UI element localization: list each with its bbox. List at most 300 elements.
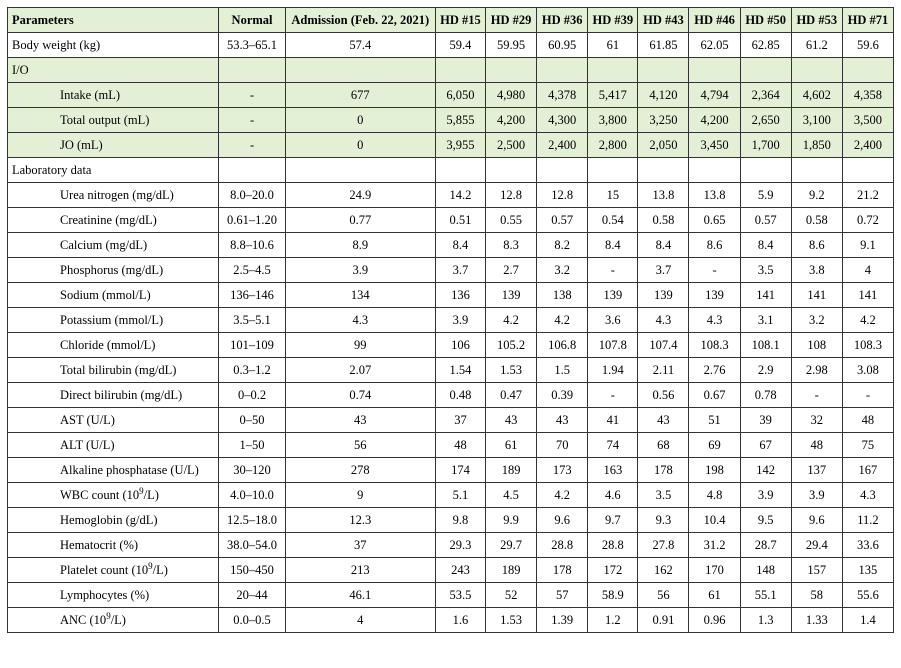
- table-cell: 4,200: [486, 108, 537, 133]
- table-cell: [588, 58, 638, 83]
- table-cell: 9.1: [842, 233, 893, 258]
- table-cell: 58.9: [588, 583, 638, 608]
- table-row: [8, 233, 894, 258]
- table-cell: 9.2: [791, 183, 842, 208]
- table-cell: 4.5: [486, 483, 537, 508]
- table-cell: 30–120: [219, 458, 285, 483]
- table-cell: -: [689, 258, 740, 283]
- table-cell: 106: [435, 333, 485, 358]
- table-cell: 4,980: [486, 83, 537, 108]
- row-label: Phosphorus (mg/dL): [8, 258, 219, 283]
- table-cell: 48: [842, 408, 893, 433]
- table-cell: 3.7: [435, 258, 485, 283]
- table-cell: -: [588, 258, 638, 283]
- table-cell: 108.1: [740, 333, 791, 358]
- table-cell: 4.0–10.0: [219, 483, 285, 508]
- row-label: WBC count $(10^9/L)$: [8, 483, 219, 508]
- table-cell: 4,358: [842, 83, 893, 108]
- table-cell: 0.91: [638, 608, 689, 633]
- row-label: Creatinine (mg/dL): [8, 208, 219, 233]
- table-cell: 0.65: [689, 208, 740, 233]
- table-cell: 2,400: [842, 133, 893, 158]
- table-cell: 3,955: [435, 133, 485, 158]
- table-cell: 1.5: [537, 358, 588, 383]
- table-cell: 278: [285, 458, 435, 483]
- table-cell: 162: [638, 558, 689, 583]
- table-cell: 9: [285, 483, 435, 508]
- table-cell: 9.6: [537, 508, 588, 533]
- table-cell: 4,378: [537, 83, 588, 108]
- table-cell: 0.78: [740, 383, 791, 408]
- table-cell: 5,855: [435, 108, 485, 133]
- table-cell: 21.2: [842, 183, 893, 208]
- table-cell: 10.4: [689, 508, 740, 533]
- table-cell: 170: [689, 558, 740, 583]
- table-cell: 12.8: [537, 183, 588, 208]
- table-cell: 37: [435, 408, 485, 433]
- table-cell: [219, 58, 285, 83]
- table-cell: 3,100: [791, 108, 842, 133]
- table-cell: 3.7: [638, 258, 689, 283]
- table-cell: 4,300: [537, 108, 588, 133]
- table-cell: 13.8: [638, 183, 689, 208]
- table-cell: 57: [537, 583, 588, 608]
- table-row: [8, 258, 894, 283]
- table-cell: 0.54: [588, 208, 638, 233]
- table-cell: 4.3: [842, 483, 893, 508]
- table-cell: 9.7: [588, 508, 638, 533]
- table-cell: 9.8: [435, 508, 485, 533]
- table-row: [8, 333, 894, 358]
- table-cell: 3,250: [638, 108, 689, 133]
- table-cell: 38.0–54.0: [219, 533, 285, 558]
- table-cell: 189: [486, 558, 537, 583]
- table-cell: 139: [689, 283, 740, 308]
- table-cell: 0.67: [689, 383, 740, 408]
- table-cell: 137: [791, 458, 842, 483]
- table-cell: 0.96: [689, 608, 740, 633]
- table-cell: 33.6: [842, 533, 893, 558]
- table-cell: 0.58: [638, 208, 689, 233]
- table-cell: 0.0–0.5: [219, 608, 285, 633]
- table-cell: 8.6: [689, 233, 740, 258]
- table-cell: 56: [638, 583, 689, 608]
- row-label: Laboratory data: [8, 158, 219, 183]
- table-cell: 2,650: [740, 108, 791, 133]
- row-label: I/O: [8, 58, 219, 83]
- table-cell: 174: [435, 458, 485, 483]
- table-cell: 4.3: [638, 308, 689, 333]
- table-cell: 61: [588, 33, 638, 58]
- table-cell: 37: [285, 533, 435, 558]
- row-label: Chloride (mmol/L): [8, 333, 219, 358]
- table-cell: 28.7: [740, 533, 791, 558]
- row-label: Sodium (mmol/L): [8, 283, 219, 308]
- table-cell: 1.6: [435, 608, 485, 633]
- table-cell: 24.9: [285, 183, 435, 208]
- table-cell: [285, 58, 435, 83]
- table-cell: 2,500: [486, 133, 537, 158]
- table-cell: 62.85: [740, 33, 791, 58]
- table-cell: 1.53: [486, 358, 537, 383]
- table-cell: 141: [791, 283, 842, 308]
- table-cell: 20–44: [219, 583, 285, 608]
- table-cell: 0.58: [791, 208, 842, 233]
- column-header: HD #39: [588, 8, 638, 33]
- table-cell: 2,050: [638, 133, 689, 158]
- table-cell: 2.5–4.5: [219, 258, 285, 283]
- table-cell: 3.9: [435, 308, 485, 333]
- table-cell: 150–450: [219, 558, 285, 583]
- table-cell: 0.56: [638, 383, 689, 408]
- table-cell: 41: [588, 408, 638, 433]
- table-cell: 1,700: [740, 133, 791, 158]
- table-cell: 0.47: [486, 383, 537, 408]
- table-cell: [689, 158, 740, 183]
- table-cell: [842, 158, 893, 183]
- table-cell: [537, 58, 588, 83]
- table-row: [8, 133, 894, 158]
- table-cell: 1.94: [588, 358, 638, 383]
- table-cell: 67: [740, 433, 791, 458]
- table-cell: 5,417: [588, 83, 638, 108]
- table-cell: 3.5: [740, 258, 791, 283]
- table-cell: 3.9: [791, 483, 842, 508]
- table-cell: 0.39: [537, 383, 588, 408]
- table-cell: 198: [689, 458, 740, 483]
- table-cell: 1.54: [435, 358, 485, 383]
- table-row: [8, 208, 894, 233]
- table-row: [8, 408, 894, 433]
- table-cell: 1,850: [791, 133, 842, 158]
- table-cell: 107.8: [588, 333, 638, 358]
- table-cell: 2,800: [588, 133, 638, 158]
- table-cell: 172: [588, 558, 638, 583]
- column-header: HD #15: [435, 8, 485, 33]
- table-cell: 213: [285, 558, 435, 583]
- table-cell: 189: [486, 458, 537, 483]
- row-label: Urea nitrogen (mg/dL): [8, 183, 219, 208]
- column-header: HD #36: [537, 8, 588, 33]
- table-cell: [435, 58, 485, 83]
- row-label: Direct bilirubin (mg/dL): [8, 383, 219, 408]
- table-cell: 8.6: [791, 233, 842, 258]
- table-cell: 55.1: [740, 583, 791, 608]
- table-row: [8, 283, 894, 308]
- table-cell: [486, 58, 537, 83]
- table-cell: 59.95: [486, 33, 537, 58]
- table-row: [8, 508, 894, 533]
- column-header: HD #53: [791, 8, 842, 33]
- table-cell: 53.3–65.1: [219, 33, 285, 58]
- table-cell: 139: [638, 283, 689, 308]
- table-cell: 59.6: [842, 33, 893, 58]
- table-cell: 5.9: [740, 183, 791, 208]
- table-cell: 15: [588, 183, 638, 208]
- table-cell: 9.3: [638, 508, 689, 533]
- table-row: [8, 108, 894, 133]
- table-cell: 0.61–1.20: [219, 208, 285, 233]
- table-cell: 28.8: [588, 533, 638, 558]
- table-row: [8, 458, 894, 483]
- table-cell: 134: [285, 283, 435, 308]
- table-cell: 61: [689, 583, 740, 608]
- table-row: [8, 358, 894, 383]
- table-body: [8, 33, 894, 633]
- table-cell: 4.2: [842, 308, 893, 333]
- table-cell: [588, 158, 638, 183]
- table-cell: 4.3: [285, 308, 435, 333]
- table-cell: 58: [791, 583, 842, 608]
- table-cell: 8.4: [588, 233, 638, 258]
- table-cell: 157: [791, 558, 842, 583]
- table-cell: [689, 58, 740, 83]
- table-cell: 2.07: [285, 358, 435, 383]
- table-cell: 43: [537, 408, 588, 433]
- table-cell: -: [791, 383, 842, 408]
- table-row: [8, 533, 894, 558]
- table-cell: [791, 58, 842, 83]
- row-label: JO (mL): [8, 133, 219, 158]
- row-label: Total bilirubin (mg/dL): [8, 358, 219, 383]
- table-cell: 29.3: [435, 533, 485, 558]
- column-header: HD #50: [740, 8, 791, 33]
- table-cell: 57.4: [285, 33, 435, 58]
- table-cell: [285, 158, 435, 183]
- table-cell: 0: [285, 133, 435, 158]
- row-label: Lymphocytes (%): [8, 583, 219, 608]
- table-cell: [842, 58, 893, 83]
- table-cell: 2.7: [486, 258, 537, 283]
- table-cell: 1.2: [588, 608, 638, 633]
- table-cell: 1.4: [842, 608, 893, 633]
- table-cell: 2,400: [537, 133, 588, 158]
- table-cell: [435, 158, 485, 183]
- table-cell: 69: [689, 433, 740, 458]
- table-cell: 5.1: [435, 483, 485, 508]
- table-cell: [638, 58, 689, 83]
- table-cell: 105.2: [486, 333, 537, 358]
- table-cell: 1.53: [486, 608, 537, 633]
- table-cell: 4.2: [537, 308, 588, 333]
- table-cell: 108.3: [689, 333, 740, 358]
- row-label: Alkaline phosphatase (U/L): [8, 458, 219, 483]
- table-cell: 52: [486, 583, 537, 608]
- table-cell: -: [842, 383, 893, 408]
- table-cell: [638, 158, 689, 183]
- table-row: [8, 558, 894, 583]
- table-cell: 3,800: [588, 108, 638, 133]
- table-cell: 60.95: [537, 33, 588, 58]
- table-cell: 0.57: [740, 208, 791, 233]
- table-cell: 0.51: [435, 208, 485, 233]
- row-label: Intake (mL): [8, 83, 219, 108]
- table-cell: 12.3: [285, 508, 435, 533]
- table-row: [8, 58, 894, 83]
- table-cell: 43: [285, 408, 435, 433]
- table-cell: -: [588, 383, 638, 408]
- table-cell: 14.2: [435, 183, 485, 208]
- table-row: [8, 483, 894, 508]
- table-cell: 4,200: [689, 108, 740, 133]
- column-header: Admission (Feb. 22, 2021): [285, 8, 435, 33]
- table-cell: 4.2: [486, 308, 537, 333]
- table-cell: 108.3: [842, 333, 893, 358]
- table-cell: 173: [537, 458, 588, 483]
- table-cell: 8.3: [486, 233, 537, 258]
- table-cell: 29.4: [791, 533, 842, 558]
- table-cell: 31.2: [689, 533, 740, 558]
- table-cell: 4.2: [537, 483, 588, 508]
- table-cell: -: [219, 83, 285, 108]
- table-cell: 0.55: [486, 208, 537, 233]
- row-label: AST (U/L): [8, 408, 219, 433]
- table-cell: 4,602: [791, 83, 842, 108]
- table-cell: 3.9: [285, 258, 435, 283]
- table-row: [8, 308, 894, 333]
- table-cell: 135: [842, 558, 893, 583]
- table-cell: 13.8: [689, 183, 740, 208]
- table-cell: 0–0.2: [219, 383, 285, 408]
- table-cell: 99: [285, 333, 435, 358]
- table-cell: 59.4: [435, 33, 485, 58]
- table-cell: 61.85: [638, 33, 689, 58]
- lab-data-table: [7, 7, 894, 633]
- row-label: ALT (U/L): [8, 433, 219, 458]
- table-row: [8, 33, 894, 58]
- table-cell: 0: [285, 108, 435, 133]
- table-cell: 139: [588, 283, 638, 308]
- table-cell: 11.2: [842, 508, 893, 533]
- table-row: [8, 383, 894, 408]
- table-cell: 43: [486, 408, 537, 433]
- table-cell: 167: [842, 458, 893, 483]
- table-cell: 178: [537, 558, 588, 583]
- table-cell: 74: [588, 433, 638, 458]
- column-header: HD #46: [689, 8, 740, 33]
- table-cell: 8.4: [740, 233, 791, 258]
- table-cell: 0.72: [842, 208, 893, 233]
- table-cell: 27.8: [638, 533, 689, 558]
- column-header: HD #43: [638, 8, 689, 33]
- table-cell: 61: [486, 433, 537, 458]
- table-row: [8, 183, 894, 208]
- table-cell: 0–50: [219, 408, 285, 433]
- table-cell: 106.8: [537, 333, 588, 358]
- table-row: [8, 583, 894, 608]
- table-cell: 243: [435, 558, 485, 583]
- table-cell: 142: [740, 458, 791, 483]
- table-cell: 4: [842, 258, 893, 283]
- table-cell: 148: [740, 558, 791, 583]
- table-cell: 163: [588, 458, 638, 483]
- table-cell: 9.5: [740, 508, 791, 533]
- table-cell: 2.98: [791, 358, 842, 383]
- table-cell: 136–146: [219, 283, 285, 308]
- row-label: Body weight (kg): [8, 33, 219, 58]
- table-cell: 107.4: [638, 333, 689, 358]
- table-cell: 12.8: [486, 183, 537, 208]
- row-label: Potassium (mmol/L): [8, 308, 219, 333]
- table-cell: [219, 158, 285, 183]
- table-cell: 48: [435, 433, 485, 458]
- table-cell: -: [219, 133, 285, 158]
- table-cell: -: [219, 108, 285, 133]
- row-label: Hematocrit (%): [8, 533, 219, 558]
- table-cell: 2.76: [689, 358, 740, 383]
- table-cell: 8.2: [537, 233, 588, 258]
- table-cell: 4: [285, 608, 435, 633]
- table-cell: 0.3–1.2: [219, 358, 285, 383]
- table-cell: 62.05: [689, 33, 740, 58]
- table-cell: 141: [842, 283, 893, 308]
- column-header: Normal: [219, 8, 285, 33]
- table-cell: [740, 58, 791, 83]
- table-cell: 3,500: [842, 108, 893, 133]
- table-cell: 178: [638, 458, 689, 483]
- table-row: [8, 608, 894, 633]
- table-row: [8, 83, 894, 108]
- table-cell: 3.8: [791, 258, 842, 283]
- row-label: Total output (mL): [8, 108, 219, 133]
- table-cell: 75: [842, 433, 893, 458]
- table-cell: 51: [689, 408, 740, 433]
- table-cell: 3.6: [588, 308, 638, 333]
- table-cell: [791, 158, 842, 183]
- table-header-row: [8, 8, 894, 33]
- table-cell: 141: [740, 283, 791, 308]
- table-cell: 0.57: [537, 208, 588, 233]
- row-label: Hemoglobin (g/dL): [8, 508, 219, 533]
- table-cell: 68: [638, 433, 689, 458]
- table-cell: 4.3: [689, 308, 740, 333]
- table-cell: 8.4: [638, 233, 689, 258]
- table-cell: 1.33: [791, 608, 842, 633]
- column-header: HD #71: [842, 8, 893, 33]
- table-cell: 136: [435, 283, 485, 308]
- table-cell: 138: [537, 283, 588, 308]
- table-cell: 56: [285, 433, 435, 458]
- table-cell: 32: [791, 408, 842, 433]
- table-cell: 46.1: [285, 583, 435, 608]
- table-row: [8, 433, 894, 458]
- row-label: ANC $(10^9/L)$: [8, 608, 219, 633]
- header-parameters: Parameters: [8, 8, 219, 33]
- table-cell: 3,450: [689, 133, 740, 158]
- table-row: [8, 158, 894, 183]
- table-cell: 2.11: [638, 358, 689, 383]
- table-cell: 6,050: [435, 83, 485, 108]
- table-cell: 8.8–10.6: [219, 233, 285, 258]
- table-cell: 101–109: [219, 333, 285, 358]
- table-cell: 3.9: [740, 483, 791, 508]
- table-cell: 0.74: [285, 383, 435, 408]
- table-cell: 28.8: [537, 533, 588, 558]
- table-cell: 3.1: [740, 308, 791, 333]
- table-cell: 1–50: [219, 433, 285, 458]
- table-cell: 4,794: [689, 83, 740, 108]
- table-cell: 55.6: [842, 583, 893, 608]
- table-cell: 43: [638, 408, 689, 433]
- column-header: HD #29: [486, 8, 537, 33]
- table-cell: 3.5: [638, 483, 689, 508]
- table-cell: 9.6: [791, 508, 842, 533]
- table-cell: 1.39: [537, 608, 588, 633]
- row-label: Platelet count $(10^9/L)$: [8, 558, 219, 583]
- table-cell: 8.4: [435, 233, 485, 258]
- table-cell: [486, 158, 537, 183]
- table-cell: 70: [537, 433, 588, 458]
